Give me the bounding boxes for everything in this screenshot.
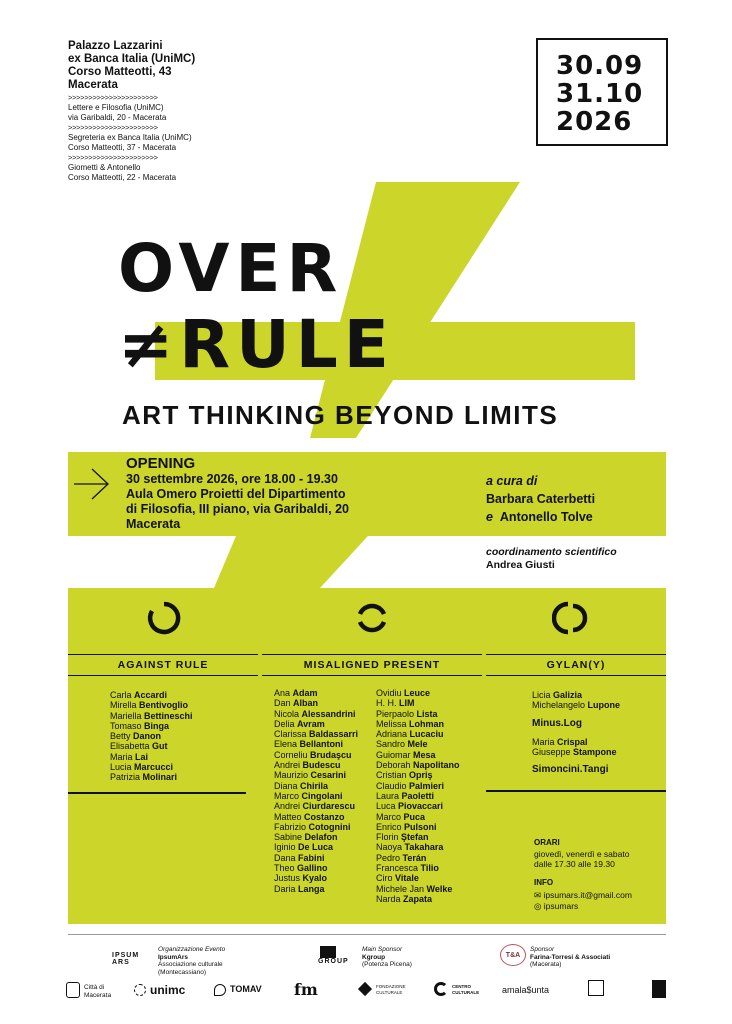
artist-last-name: Takahara [404, 842, 444, 853]
artist-first-name: Maria [110, 751, 136, 762]
main-sponsor-block [362, 946, 432, 969]
dates-box [536, 38, 668, 146]
artist-name [376, 842, 486, 852]
artist-first-name: Mariella [110, 710, 145, 721]
artist-name [274, 770, 384, 780]
artist-name [274, 750, 384, 760]
artist-first-name: Cristian [376, 770, 410, 781]
artist-first-name: Patrizia [110, 772, 143, 783]
artist-name [274, 842, 384, 852]
artist-name [376, 873, 486, 883]
instagram-icon: ◎ [534, 900, 542, 911]
artist-name [376, 812, 486, 822]
artist-list-misaligned-col2 [376, 688, 486, 904]
artist-last-name: Zapata [403, 893, 433, 904]
artist-last-name: Lohman [409, 718, 445, 729]
artist-first-name: Betty [110, 731, 134, 742]
artist-name [532, 747, 672, 757]
artist-first-name: Deborah [376, 760, 414, 771]
artist-first-name: Andrei [274, 801, 303, 812]
artist-last-name: Bentivoglio [139, 700, 189, 711]
split-circle-icon [354, 600, 390, 636]
artist-first-name: Narda [376, 893, 404, 904]
fta-logo: T&A [500, 944, 526, 966]
title-line-rule: ≠RULE [118, 306, 395, 383]
artist-last-name: Welke [426, 883, 453, 894]
artist-name [376, 709, 486, 719]
partner-amalasunta: amala$unta [502, 985, 550, 995]
artist-last-name: Danon [133, 731, 162, 742]
macerata-crest-icon [66, 982, 80, 998]
tomav-icon [214, 984, 226, 996]
artist-last-name: Lai [135, 751, 149, 762]
artist-first-name: Melissa [376, 718, 410, 729]
artist-first-name: Laura [376, 790, 402, 801]
artist-name [274, 698, 384, 708]
artist-name [532, 719, 672, 729]
artist-first-name: Daria [274, 883, 299, 894]
opening-line: Macerata [126, 517, 181, 531]
artist-first-name: Adriana [376, 729, 410, 740]
artist-first-name: Claudio [376, 780, 410, 791]
hours-label: ORARI [534, 838, 560, 847]
artist-name [376, 760, 486, 770]
artist-name [532, 737, 672, 747]
main-sponsor-line: (Potenza Picena) [362, 961, 412, 968]
ipsumars-logo: IPSUM ARS [112, 952, 140, 966]
artist-first-name: Sabine [274, 832, 305, 843]
coordination-name: Andrea Giusti [486, 559, 555, 571]
centro-culturale-icon [434, 982, 448, 996]
hours-line: giovedì, venerdì e sabato [534, 848, 630, 859]
unimc-seal-icon [134, 984, 146, 996]
artist-first-name: Mirella [110, 700, 140, 711]
artist-last-name: Pulsoni [404, 821, 437, 832]
social-handle[interactable]: ipsumars [543, 900, 579, 911]
date-end: 31.10 [556, 79, 644, 109]
artist-last-name: Adam [292, 688, 318, 698]
subtitle: ART THINKING BEYOND LIMITS [122, 400, 559, 430]
artist-first-name: Nicola [274, 708, 302, 719]
artist-last-name: Tilio [420, 863, 439, 874]
artist-name [110, 711, 250, 721]
venue-main-line: Corso Matteotti, 43 [68, 66, 172, 78]
artist-first-name: Naoya [376, 842, 405, 853]
artist-last-name: Marcucci [134, 762, 174, 773]
artist-first-name: Guiomar [376, 749, 414, 760]
artist-name [274, 832, 384, 842]
artist-name [274, 781, 384, 791]
artist-last-name: Opriş [409, 770, 433, 781]
venue-separator: >>>>>>>>>>>>>>>>>>>>>> [68, 93, 158, 102]
artist-first-name: Iginio [274, 842, 299, 853]
info-block [534, 838, 694, 911]
sponsor-block [530, 946, 630, 969]
artist-last-name: Budescu [302, 760, 341, 771]
slash-shape-mid [214, 536, 368, 588]
artist-last-name: Alessandrini [301, 708, 356, 719]
artist-last-name: Delafon [304, 832, 338, 843]
artist-first-name: Dan [274, 698, 294, 709]
artist-name [376, 688, 486, 698]
venue-main-line: Palazzo Lazzarini [68, 40, 163, 52]
artist-first-name: Dana [274, 852, 299, 863]
artist-name [532, 690, 672, 700]
info-label: INFO [534, 877, 554, 887]
organizer-block [158, 946, 228, 976]
artist-name [376, 770, 486, 780]
sponsor-name: Farina-Torresi & Associati [530, 953, 611, 961]
partner-fm: fm [294, 980, 318, 999]
partner-macerata: Città di Macerata [84, 984, 112, 999]
kgroup-logo [318, 946, 354, 968]
artist-name [110, 762, 250, 772]
artist-last-name: Stampone [573, 747, 617, 758]
artist-last-name: Costanzo [304, 811, 345, 822]
artist-last-name: Minus.Log [532, 717, 582, 729]
artist-first-name: Sandro [376, 739, 408, 750]
artist-first-name: Corneliu [274, 749, 311, 760]
artist-name [274, 719, 384, 729]
artist-name [274, 801, 384, 811]
artist-last-name: Alban [293, 698, 319, 709]
artist-last-name: Lista [416, 708, 438, 719]
artist-first-name: Maurizio [274, 770, 311, 781]
curator-label: a cura di [486, 474, 538, 488]
artist-name [376, 832, 486, 842]
artist-last-name: Molinari [142, 772, 178, 783]
artist-first-name: Elena [274, 739, 300, 750]
hours-line: dalle 17.30 alle 19.30 [534, 859, 615, 869]
sponsor-label: Sponsor [530, 946, 555, 953]
partner-dark-logo [652, 980, 666, 998]
artist-name [274, 709, 384, 719]
artist-last-name: LIM [399, 698, 415, 709]
artist-name [376, 801, 486, 811]
artist-last-name: Accardi [134, 690, 168, 700]
artist-first-name: Pierpaolo [376, 708, 417, 719]
date-start: 30.09 [556, 51, 644, 81]
divider [486, 790, 666, 792]
artist-first-name: Matteo [274, 811, 305, 822]
venue-sub-line: via Garibaldi, 20 - Macerata [68, 112, 167, 122]
venue-block [68, 40, 308, 182]
artist-name [274, 873, 384, 883]
artist-first-name: Elisabetta [110, 741, 153, 752]
opening-line: di Filosofia, III piano, via Garibaldi, 20 [126, 502, 349, 516]
curator-conj: e [486, 510, 493, 524]
artist-list-misaligned-col1 [274, 688, 384, 894]
artist-name [376, 894, 486, 904]
artist-group [532, 737, 672, 758]
artist-last-name: Napolitano [413, 760, 460, 771]
opening-heading: OPENING [126, 455, 196, 472]
artist-last-name: Crispal [557, 736, 588, 747]
artist-first-name: Tomaso [110, 720, 145, 731]
opening-line: 30 settembre 2026, ore 18.00 - 19.30 [126, 472, 338, 486]
artist-last-name: Galizia [553, 690, 583, 700]
artist-first-name: Florin [376, 832, 402, 843]
venue-separator: >>>>>>>>>>>>>>>>>>>>>> [68, 123, 158, 132]
artist-first-name: Marco [376, 811, 404, 822]
artist-first-name: Marco [274, 790, 302, 801]
artist-last-name: Lucaciu [409, 729, 444, 740]
artist-last-name: Fabini [298, 852, 325, 863]
artist-last-name: Avram [297, 718, 325, 729]
coordination-label: coordinamento scientifico [486, 546, 617, 558]
artist-last-name: Piovaccari [398, 801, 444, 812]
artist-name [274, 812, 384, 822]
arrow-right-icon [72, 466, 112, 502]
artist-last-name: Paoletti [401, 790, 435, 801]
artist-last-name: Leuce [404, 688, 431, 698]
curator-block [486, 472, 686, 526]
artist-last-name: Puca [403, 811, 426, 822]
artist-name [532, 700, 672, 710]
artist-first-name: Maria [532, 736, 558, 747]
artist-name [376, 863, 486, 873]
artist-first-name: Clarissa [274, 729, 310, 740]
artist-first-name: Francesca [376, 863, 421, 874]
main-sponsor-label: Main Sponsor [362, 946, 403, 953]
artist-first-name: Luca [376, 801, 399, 812]
venue-main-line: Macerata [68, 79, 118, 91]
artist-last-name: Simoncini.Tangi [532, 764, 609, 776]
artist-name [376, 781, 486, 791]
artist-first-name: Justus [274, 873, 303, 884]
artist-last-name: Ştefan [401, 832, 429, 843]
artist-name [274, 688, 384, 698]
artist-last-name: Cingolani [301, 790, 343, 801]
artist-first-name: Michele Jan [376, 883, 427, 894]
venue-separator: >>>>>>>>>>>>>>>>>>>>>> [68, 153, 158, 162]
open-circle-icon [146, 600, 182, 636]
sponsor-line: (Macerata) [530, 961, 562, 968]
artist-name [110, 741, 250, 751]
artist-name [376, 822, 486, 832]
artist-name [376, 698, 486, 708]
partner-fondazione: FONDAZIONE CULTURALE [376, 984, 406, 995]
section-heading-gylany: GYLAN(Y) [486, 654, 666, 676]
divider [68, 792, 246, 794]
artist-last-name: Palmieri [409, 780, 445, 791]
partner-unimc: unimc [150, 983, 186, 997]
artist-name [376, 884, 486, 894]
artist-last-name: Gallino [297, 863, 328, 874]
artist-last-name: Mesa [413, 749, 436, 760]
venue-main-line: ex Banca Italia (UniMC) [68, 53, 196, 65]
artist-first-name: Ciro [376, 873, 396, 884]
artist-list-gylany [532, 690, 672, 784]
venue-sub-line: Giometti & Antonello [68, 163, 141, 172]
venue-sub-line: Corso Matteotti, 22 - Macerata [68, 172, 177, 182]
artist-name [274, 884, 384, 894]
artist-first-name: H. H. [376, 698, 400, 709]
section-heading-misaligned-present: MISALIGNED PRESENT [262, 654, 482, 676]
artist-name [376, 739, 486, 749]
artist-name [532, 765, 672, 775]
artist-first-name: Lucia [110, 762, 135, 773]
artist-last-name: Cotognini [308, 821, 351, 832]
venue-sub-line: Lettere e Filosofia (UniMC) [68, 103, 164, 112]
footer-divider [68, 934, 666, 935]
artist-last-name: Mele [407, 739, 428, 750]
organizer-name: IpsumArs [158, 953, 188, 961]
artist-name [274, 739, 384, 749]
artist-group [532, 765, 672, 775]
mail-icon: ✉ [534, 890, 542, 900]
artist-first-name: Delia [274, 718, 298, 729]
artist-last-name: Binga [144, 720, 170, 731]
artist-last-name: Langa [298, 883, 325, 894]
artist-first-name: Michelangelo [532, 700, 588, 711]
opening-line: Aula Omero Proietti del Dipartimento [126, 487, 346, 501]
artist-group [532, 719, 672, 729]
artist-first-name: Ovidiu [376, 688, 405, 698]
artist-first-name: Pedro [376, 852, 403, 863]
title-line-over: OVER [118, 230, 344, 307]
artist-last-name: Baldassarri [309, 729, 359, 740]
artist-name [110, 700, 250, 710]
artist-last-name: Cesarini [310, 770, 347, 781]
artist-name [376, 791, 486, 801]
artist-first-name: Licia [532, 690, 554, 700]
kgroup-logo-text: GROUP [318, 958, 349, 965]
section-heading-against-rule: AGAINST RULE [68, 654, 258, 676]
curator-name: Antonello Tolve [499, 510, 593, 524]
artist-name [274, 822, 384, 832]
artist-first-name: Diana [274, 780, 301, 791]
artist-last-name: Gut [152, 741, 168, 752]
artist-first-name: Carla [110, 690, 135, 700]
artist-name [274, 760, 384, 770]
artist-name [376, 719, 486, 729]
organizer-line: Associazione culturale [158, 961, 223, 968]
artist-name [376, 750, 486, 760]
organizer-line: (Montecassiano) [158, 968, 207, 976]
venue-sub-line: Segreteria ex Banca Italia (UniMC) [68, 133, 192, 142]
partner-tomav: TOMAV [230, 984, 262, 994]
artist-name [274, 853, 384, 863]
artist-last-name: Brudaşcu [310, 749, 352, 760]
artist-name [110, 721, 250, 731]
artist-first-name: Giuseppe [532, 747, 574, 758]
artist-first-name: Ana [274, 688, 293, 698]
artist-first-name: Fabrizio [274, 821, 309, 832]
artist-name [274, 791, 384, 801]
curator-name: Barbara Caterbetti [486, 492, 596, 506]
artist-first-name: Theo [274, 863, 298, 874]
artist-last-name: Lupone [587, 700, 621, 711]
artist-name [376, 853, 486, 863]
organizer-label: Organizzazione Evento [158, 946, 226, 953]
main-sponsor-name: Kgroup [362, 953, 386, 961]
artist-last-name: De Luca [298, 842, 334, 853]
artist-last-name: Bellantoni [299, 739, 344, 750]
date-year: 2026 [556, 107, 633, 137]
partner-centro: CENTRO CULTURALE [452, 984, 480, 995]
coordination-block [486, 546, 686, 572]
artist-name [110, 752, 250, 762]
artist-last-name: Chirila [300, 780, 329, 791]
artist-list-against-rule [110, 690, 250, 783]
artist-last-name: Kyalo [302, 873, 328, 884]
email-link[interactable]: ipsumars.it@gmail.com [543, 890, 632, 900]
artist-first-name: Andrei [274, 760, 303, 771]
artist-last-name: Vitale [395, 873, 419, 884]
artist-group [532, 690, 672, 711]
artist-last-name: Bettineschi [144, 710, 193, 721]
artist-first-name: Enrico [376, 821, 405, 832]
artist-name [274, 729, 384, 739]
artist-last-name: Ciurdarescu [302, 801, 356, 812]
venue-sub-line: Corso Matteotti, 37 - Macerata [68, 142, 177, 152]
partner-square-logo [588, 980, 604, 996]
artist-name [110, 690, 250, 700]
artist-name [376, 729, 486, 739]
artist-name [110, 731, 250, 741]
crescent-circle-icon [552, 600, 588, 636]
artist-name [110, 772, 250, 782]
artist-last-name: Terán [402, 852, 427, 863]
opening-block [126, 455, 426, 532]
artist-name [274, 863, 384, 873]
